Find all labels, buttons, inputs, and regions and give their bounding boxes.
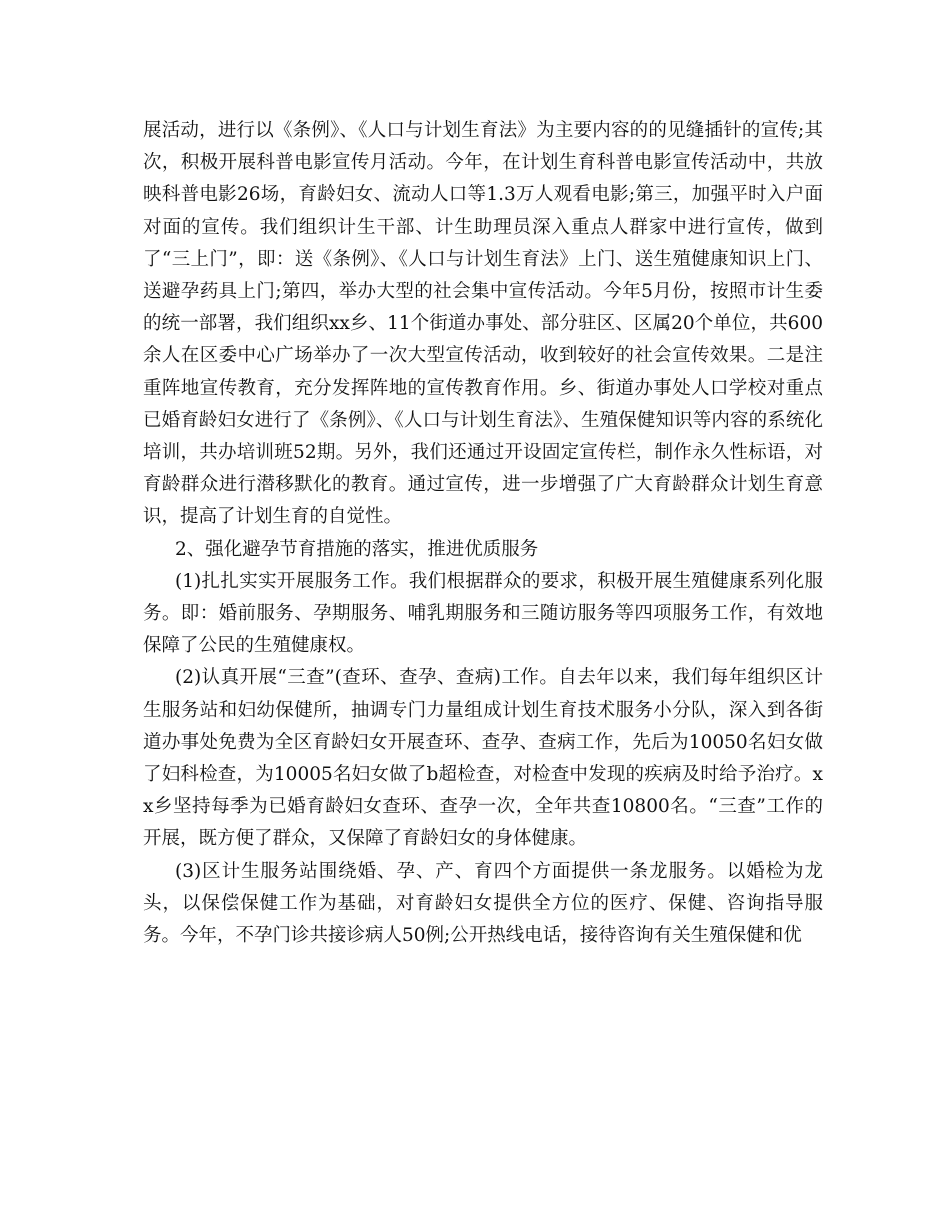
paragraph-publicity-activities: 展活动，进行以《条例》、《人口与计划生育法》为主要内容的的见缝插针的宣传;其次，积极开展科普电影宣传月活动。今年，在计划生育科普电影宣传活动中，共放映科普电影26场，育龄妇女、流动人口等1.3万人观看电影;第三，加强平时入户面对面的宣传。我们组织计生干部、计生助理员深入重点人群家中进行宣传，做到了“三上门”，即：送《条例》、《人口与计划生育法》上门、送生殖健康知识上门、送避孕药具上门;第四，举办大型的社会集中宣传活动。今年5月份，按照市计生委的统一部署，我们组织xx乡、11个街道办事处、部分驻区、区属20个单位，共600余人在区委中心广场举办了一次大型宣传活动，收到较好的社会宣传效果。二是注重阵地宣传教育，充分发挥阵地的宣传教育作用。乡、街道办事处人口学校对重点已婚育龄妇女进行了《条例》、《人口与计划生育法》、生殖保健知识等内容的系统化培训，共办培训班52期。另外，我们还通过开设固定宣传栏，制作永久性标语，对育龄群众进行潜移默化的教育。通过宣传，进一步增强了广大育龄群众计划生育意识，提高了计划生育的自觉性。: [143, 120, 823, 528]
section-heading-contraception-services: 2、强化避孕节育措施的落实，推进优质服务: [175, 538, 539, 560]
document-body: [143, 115, 823, 952]
paragraph-three-checks: (2)认真开展“三查”(查环、查孕、查病)工作。自去年以来，我们每年组织区计生服务站和妇幼保健所，抽调专门力量组成计划生育技术服务小分队，深入到各街道办事处免费为全区育龄妇女开展查环、查孕、查病工作，先后为10050名妇女做了妇科检查，为10005名妇女做了b超检查，对检查中发现的疾病及时给予治疗。xx乡坚持每季为已婚育龄妇女查环、查孕一次，全年共查10800名。“三查”工作的开展，既方便了群众，又保障了育龄妇女的身体健康。: [143, 667, 823, 850]
paragraph-service-work: (1)扎扎实实开展服务工作。我们根据群众的要求，积极开展生殖健康系列化服务。即：婚前服务、孕期服务、哺乳期服务和三随访服务等四项服务工作，有效地保障了公民的生殖健康权。: [143, 570, 823, 657]
paragraph-one-stop-service: (3)区计生服务站围绕婚、孕、产、育四个方面提供一条龙服务。以婚检为龙头，以保偿保健工作为基础，对育龄妇女提供全方位的医疗、保健、咨询指导服务。今年，不孕门诊共接诊病人50例;公开热线电话，接待咨询有关生殖保健和优: [143, 860, 823, 947]
